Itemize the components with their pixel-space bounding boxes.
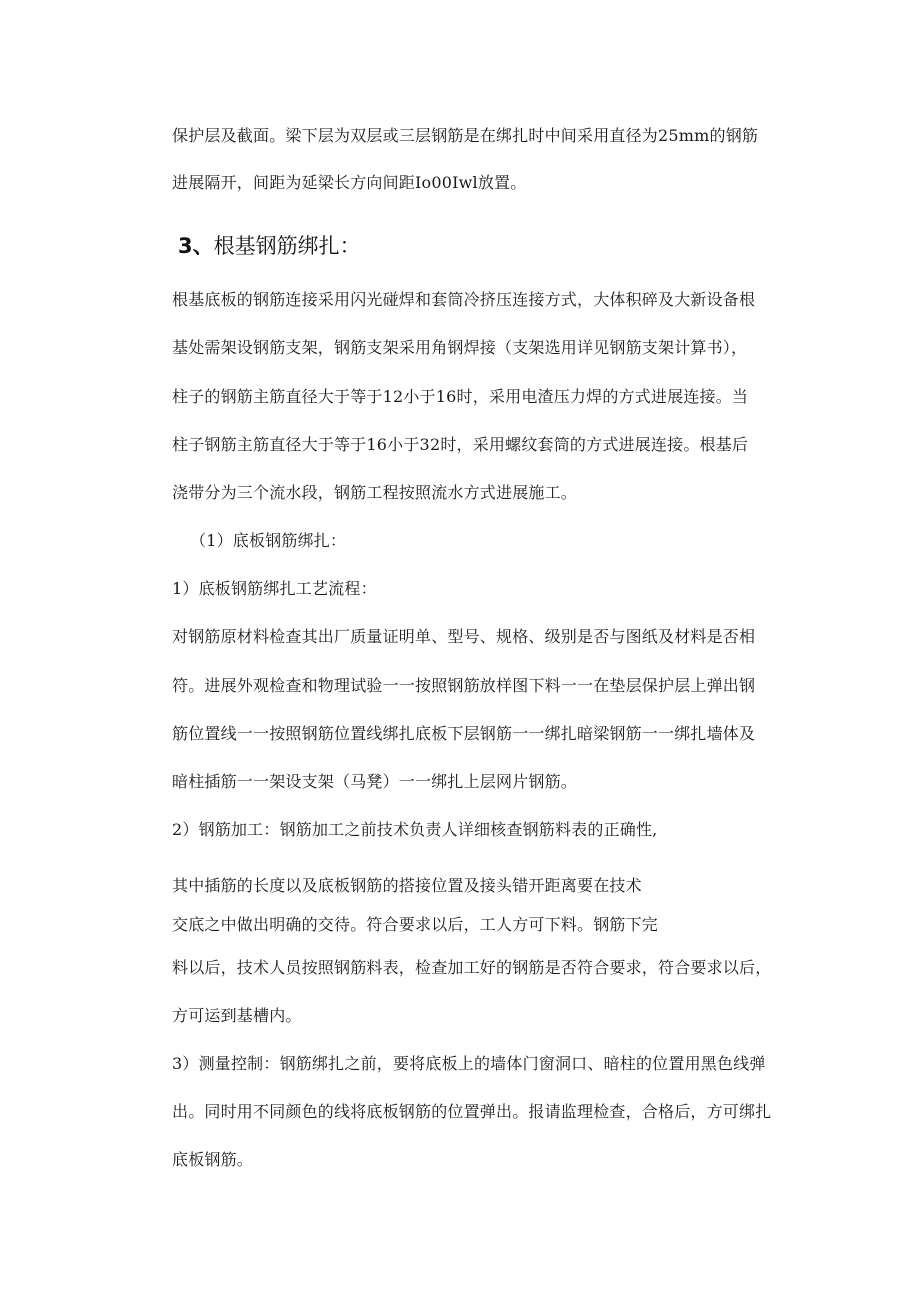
paragraph-line: 进展隔开，间距为延梁长方向间距Io00Iwl放置。 (172, 173, 527, 192)
paragraph-line: 筋位置线一一按照钢筋位置线绑扎底板下层钢筋一一绑扎暗梁钢筋一一绑扎墙体及 (172, 724, 756, 743)
paragraph-line: 柱子的钢筋主筋直径大于等于12小于16时，采用电渣压力焊的方式进展连接。当 (172, 387, 749, 406)
section-number: 3、 (178, 234, 214, 258)
subsection-heading: （1）底板钢筋绑扎： (190, 531, 347, 550)
paragraph-line: 其中插筋的长度以及底板钢筋的搭接位置及接头错开距离要在技术 (172, 876, 642, 895)
paragraph-line: 料以后，技术人员按照钢筋料表，检查加工好的钢筋是否符合要求，符合要求以后， (172, 958, 772, 977)
paragraph-line: 保护层及截面。梁下层为双层或三层钢筋是在绑扎时中间采用直径为25mm的钢筋 (172, 126, 759, 145)
paragraph-line: 对钢筋原材料检查其出厂质量证明单、型号、规格、级别是否与图纸及材料是否相 (172, 627, 756, 646)
paragraph-line: 基处需架设钢筋支架，钢筋支架采用角钢焊接（支架选用详见钢筋支架计算书）， (172, 338, 748, 357)
paragraph-line: 方可运到基槽内。 (172, 1006, 302, 1025)
section-heading (178, 233, 361, 259)
paragraph-line: 交底之中做出明确的交待。符合要求以后，工人方可下料。钢筋下完 (172, 915, 659, 934)
paragraph-line: 符。进展外观检查和物理试验一一按照钢筋放样图下料一一在垫层保护层上弹出钢 (172, 676, 756, 695)
list-item-heading: 2）钢筋加工：钢筋加工之前技术负责人详细核查钢筋料表的正确性, (172, 820, 658, 839)
paragraph-line: 底板钢筋。 (172, 1150, 254, 1169)
paragraph-line: 根基底板的钢筋连接采用闪光碰焊和套筒冷挤压连接方式，大体积碎及大新设备根 (172, 290, 756, 309)
paragraph-line: 柱子钢筋主筋直径大于等于16小于32时，采用螺纹套筒的方式进展连接。根基后 (172, 435, 749, 454)
paragraph-line: 暗柱插筋一一架设支架（马凳）一一绑扎上层网片钢筋。 (172, 772, 578, 791)
list-item-heading: 3）测量控制：钢筋绑扎之前，要将底板上的墙体门窗洞口、暗柱的位置用黑色线弹 (172, 1054, 766, 1073)
list-item-heading: 1）底板钢筋绑扎工艺流程： (172, 579, 377, 598)
section-title: 根基钢筋绑扎： (213, 234, 361, 258)
paragraph-line: 出。同时用不同颜色的线将底板钢筋的位置弹出。报请监理检查，合格后，方可绑扎 (172, 1102, 772, 1121)
paragraph-line: 浇带分为三个流水段，钢筋工程按照流水方式进展施工。 (172, 483, 578, 502)
